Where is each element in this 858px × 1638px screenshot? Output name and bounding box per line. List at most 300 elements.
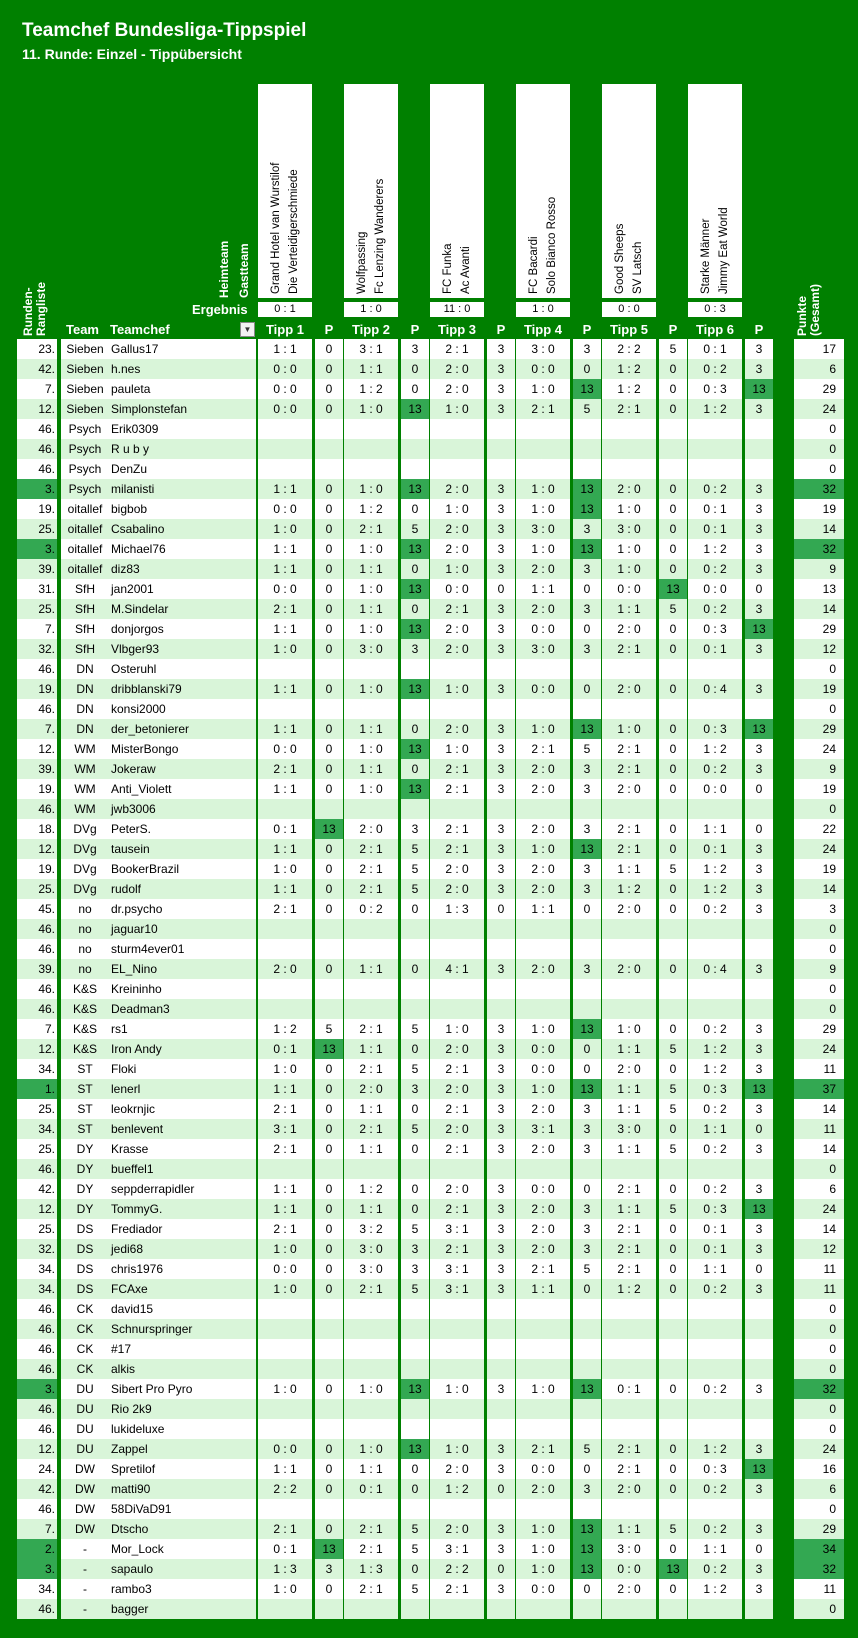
tipp-cell: 0 : 0 bbox=[258, 1259, 312, 1279]
points-cell bbox=[659, 919, 687, 939]
teamchef-cell: rudolf bbox=[109, 879, 256, 899]
points-cell: 0 bbox=[659, 359, 687, 379]
match-2-home: Wolfpassing bbox=[356, 231, 368, 294]
tipp-cell bbox=[602, 1399, 656, 1419]
points-cell: 3 bbox=[487, 1539, 515, 1559]
table-row bbox=[0, 1319, 858, 1339]
tipp-cell: 0 : 2 bbox=[688, 1479, 742, 1499]
table-row bbox=[0, 1279, 858, 1299]
tipp-cell bbox=[516, 939, 570, 959]
tipp-cell: 0 : 0 bbox=[516, 1059, 570, 1079]
points-cell: 13 bbox=[401, 779, 429, 799]
points-cell: 13 bbox=[401, 579, 429, 599]
tipp-cell: 1 : 0 bbox=[344, 1379, 398, 1399]
points-cell: 5 bbox=[659, 1099, 687, 1119]
points-cell: 5 bbox=[573, 739, 601, 759]
points-cell: 3 bbox=[487, 1059, 515, 1079]
match-6-home: Starke Männer bbox=[700, 218, 712, 294]
rank-cell: 7. bbox=[17, 719, 57, 739]
teamchef-cell: Krasse bbox=[109, 1139, 256, 1159]
tipp-cell bbox=[430, 1339, 484, 1359]
tipp-cell: 2 : 0 bbox=[602, 679, 656, 699]
tipp-cell bbox=[344, 659, 398, 679]
points-cell: 0 bbox=[315, 839, 343, 859]
team-cell: DVg bbox=[61, 859, 109, 879]
points-cell: 3 bbox=[573, 599, 601, 619]
points-cell: 3 bbox=[487, 1379, 515, 1399]
points-cell: 3 bbox=[487, 539, 515, 559]
points-cell bbox=[745, 1399, 773, 1419]
points-cell bbox=[487, 1419, 515, 1439]
tipp-cell: 2 : 0 bbox=[430, 1459, 484, 1479]
total-points-cell: 24 bbox=[794, 839, 844, 859]
tipp-cell bbox=[516, 1419, 570, 1439]
points-cell: 0 bbox=[315, 1519, 343, 1539]
tipp-cell: 0 : 0 bbox=[258, 1439, 312, 1459]
table-row bbox=[0, 739, 858, 759]
teamchef-cell: h.nes bbox=[109, 359, 256, 379]
tipp-cell: 1 : 0 bbox=[602, 559, 656, 579]
tipp-cell: 1 : 1 bbox=[258, 559, 312, 579]
tipp-cell bbox=[602, 799, 656, 819]
team-cell: DS bbox=[61, 1279, 109, 1299]
teamchef-cell: der_betonierer bbox=[109, 719, 256, 739]
points-cell: 3 bbox=[573, 1099, 601, 1119]
tipp-cell: 2 : 0 bbox=[344, 1079, 398, 1099]
table-row bbox=[0, 1299, 858, 1319]
tipp-cell: 2 : 1 bbox=[602, 639, 656, 659]
points-cell: 5 bbox=[401, 859, 429, 879]
rank-cell: 46. bbox=[17, 439, 57, 459]
total-points-cell: 24 bbox=[794, 1439, 844, 1459]
tipp-cell: 2 : 0 bbox=[516, 779, 570, 799]
points-cell bbox=[573, 419, 601, 439]
table-row bbox=[0, 479, 858, 499]
match-3-teams bbox=[430, 84, 484, 298]
tipp-cell bbox=[688, 999, 742, 1019]
total-points-cell: 22 bbox=[794, 819, 844, 839]
points-cell: 0 bbox=[401, 1479, 429, 1499]
points-cell: 0 bbox=[401, 379, 429, 399]
team-cell: oitallef bbox=[61, 499, 109, 519]
tipp-cell: 2 : 0 bbox=[430, 359, 484, 379]
table-row bbox=[0, 359, 858, 379]
tipp-cell bbox=[258, 1319, 312, 1339]
tipp-cell: 1 : 1 bbox=[344, 1039, 398, 1059]
tipp-cell bbox=[688, 799, 742, 819]
points-cell bbox=[315, 419, 343, 439]
points-cell: 13 bbox=[659, 579, 687, 599]
points-cell: 3 bbox=[487, 859, 515, 879]
points-cell bbox=[401, 1299, 429, 1319]
rank-cell: 7. bbox=[17, 379, 57, 399]
points-cell bbox=[573, 699, 601, 719]
points-cell bbox=[745, 999, 773, 1019]
tipp-cell: 2 : 0 bbox=[516, 879, 570, 899]
rank-cell: 3. bbox=[17, 479, 57, 499]
points-cell: 0 bbox=[659, 499, 687, 519]
total-points-cell: 13 bbox=[794, 579, 844, 599]
tipp-cell: 2 : 1 bbox=[344, 1519, 398, 1539]
points-cell: 0 bbox=[315, 1139, 343, 1159]
rank-cell: 34. bbox=[17, 1279, 57, 1299]
tipp-cell: 1 : 0 bbox=[516, 499, 570, 519]
tipp-cell: 1 : 1 bbox=[602, 859, 656, 879]
tipp-cell: 0 : 3 bbox=[688, 379, 742, 399]
table-row bbox=[0, 1139, 858, 1159]
tipp-cell bbox=[344, 1319, 398, 1339]
total-points-cell: 9 bbox=[794, 559, 844, 579]
points-cell: 3 bbox=[745, 1219, 773, 1239]
tipp-cell: 2 : 1 bbox=[602, 1459, 656, 1479]
tipp-cell: 3 : 0 bbox=[344, 1239, 398, 1259]
table-row bbox=[0, 759, 858, 779]
points-cell bbox=[659, 1419, 687, 1439]
points-cell: 3 bbox=[487, 479, 515, 499]
tipp-cell: 2 : 1 bbox=[258, 1099, 312, 1119]
tipp-cell: 2 : 0 bbox=[430, 859, 484, 879]
tipp-cell bbox=[430, 1419, 484, 1439]
table-row bbox=[0, 919, 858, 939]
points-cell: 0 bbox=[573, 1059, 601, 1079]
total-points-cell: 24 bbox=[794, 1199, 844, 1219]
tipp-cell bbox=[258, 919, 312, 939]
tipp-cell bbox=[430, 459, 484, 479]
points-cell: 0 bbox=[315, 899, 343, 919]
points-cell: 13 bbox=[401, 479, 429, 499]
points-cell: 13 bbox=[573, 1079, 601, 1099]
tipp-cell: 2 : 1 bbox=[344, 1579, 398, 1599]
points-cell bbox=[401, 979, 429, 999]
team-cell: K&S bbox=[61, 999, 109, 1019]
points-cell: 5 bbox=[659, 1039, 687, 1059]
teamchef-cell: MisterBongo bbox=[109, 739, 256, 759]
points-cell bbox=[401, 1319, 429, 1339]
points-cell bbox=[659, 1599, 687, 1619]
teamchef-cell: Simplonstefan bbox=[109, 399, 256, 419]
team-cell: Sieben bbox=[61, 399, 109, 419]
points-cell: 0 bbox=[659, 899, 687, 919]
rank-cell: 46. bbox=[17, 1359, 57, 1379]
points-cell: 0 bbox=[659, 839, 687, 859]
tipp-cell bbox=[516, 1499, 570, 1519]
tipp-cell: 0 : 1 bbox=[688, 339, 742, 359]
tipp-cell bbox=[516, 419, 570, 439]
tipp-cell: 0 : 0 bbox=[516, 679, 570, 699]
rank-cell: 46. bbox=[17, 799, 57, 819]
rank-cell: 25. bbox=[17, 599, 57, 619]
rank-cell: 46. bbox=[17, 1159, 57, 1179]
tipp-cell: 1 : 2 bbox=[344, 1179, 398, 1199]
points-cell bbox=[487, 1399, 515, 1419]
team-cell: ST bbox=[61, 1059, 109, 1079]
teamchef-cell: Mor_Lock bbox=[109, 1539, 256, 1559]
total-points-cell: 14 bbox=[794, 879, 844, 899]
match-4-teams bbox=[516, 84, 570, 298]
rank-cell: 46. bbox=[17, 1499, 57, 1519]
tipp-cell bbox=[258, 699, 312, 719]
rank-cell: 7. bbox=[17, 1519, 57, 1539]
points-cell: 13 bbox=[401, 1379, 429, 1399]
team-cell: CK bbox=[61, 1319, 109, 1339]
points-cell: 0 bbox=[659, 1059, 687, 1079]
total-points-cell: 11 bbox=[794, 1119, 844, 1139]
points-cell bbox=[315, 999, 343, 1019]
team-cell: DVg bbox=[61, 839, 109, 859]
points-cell: 5 bbox=[573, 1259, 601, 1279]
tipp-cell: 2 : 0 bbox=[516, 859, 570, 879]
tipp-cell: 1 : 1 bbox=[344, 359, 398, 379]
col-points-5: P bbox=[668, 322, 678, 337]
tipp-cell bbox=[516, 659, 570, 679]
team-cell: DY bbox=[61, 1159, 109, 1179]
table-row bbox=[0, 1199, 858, 1219]
teamchef-cell: FCAxe bbox=[109, 1279, 256, 1299]
tipp-cell bbox=[430, 999, 484, 1019]
tipp-cell: 2 : 1 bbox=[430, 839, 484, 859]
points-cell: 3 bbox=[573, 1239, 601, 1259]
teamchef-cell: 58DiVaD91 bbox=[109, 1499, 256, 1519]
tipp-cell bbox=[344, 799, 398, 819]
points-cell bbox=[401, 699, 429, 719]
points-cell: 3 bbox=[745, 959, 773, 979]
points-cell: 0 bbox=[659, 1379, 687, 1399]
points-cell: 0 bbox=[315, 339, 343, 359]
tipp-cell: 0 : 0 bbox=[602, 1559, 656, 1579]
tipp-cell bbox=[258, 799, 312, 819]
total-points-cell: 6 bbox=[794, 359, 844, 379]
tipp-cell: 1 : 0 bbox=[258, 1059, 312, 1079]
table-row bbox=[0, 539, 858, 559]
rank-cell: 46. bbox=[17, 699, 57, 719]
teamchef-cell: Michael76 bbox=[109, 539, 256, 559]
points-cell bbox=[401, 999, 429, 1019]
total-points-cell: 0 bbox=[794, 1599, 844, 1619]
points-cell: 0 bbox=[401, 559, 429, 579]
tipp-cell: 1 : 0 bbox=[516, 1379, 570, 1399]
tipp-cell bbox=[430, 659, 484, 679]
points-cell bbox=[487, 999, 515, 1019]
rank-cell: 12. bbox=[17, 399, 57, 419]
points-cell bbox=[487, 1339, 515, 1359]
points-cell: 5 bbox=[401, 1219, 429, 1239]
total-points-cell: 19 bbox=[794, 779, 844, 799]
tipp-cell: 2 : 1 bbox=[430, 759, 484, 779]
points-cell bbox=[487, 979, 515, 999]
points-cell: 0 bbox=[659, 1179, 687, 1199]
table-row bbox=[0, 899, 858, 919]
points-cell: 0 bbox=[401, 899, 429, 919]
table-row bbox=[0, 459, 858, 479]
tipp-cell bbox=[688, 919, 742, 939]
tipp-cell bbox=[688, 939, 742, 959]
tipp-cell bbox=[430, 1299, 484, 1319]
table-row bbox=[0, 999, 858, 1019]
points-cell: 3 bbox=[745, 739, 773, 759]
points-cell bbox=[401, 419, 429, 439]
tipp-cell: 3 : 1 bbox=[430, 1219, 484, 1239]
points-cell bbox=[659, 1359, 687, 1379]
points-cell: 0 bbox=[487, 1479, 515, 1499]
points-cell: 3 bbox=[487, 359, 515, 379]
points-cell bbox=[745, 1159, 773, 1179]
team-cell: DW bbox=[61, 1459, 109, 1479]
points-cell: 3 bbox=[487, 779, 515, 799]
total-points-cell: 0 bbox=[794, 919, 844, 939]
tipp-cell: 1 : 2 bbox=[602, 879, 656, 899]
table-row bbox=[0, 799, 858, 819]
rank-cell: 46. bbox=[17, 419, 57, 439]
team-cell: oitallef bbox=[61, 539, 109, 559]
tipp-cell: 2 : 1 bbox=[258, 759, 312, 779]
points-cell: 0 bbox=[659, 959, 687, 979]
teamchef-cell: TommyG. bbox=[109, 1199, 256, 1219]
teamchef-cell: seppderrapidler bbox=[109, 1179, 256, 1199]
team-cell: K&S bbox=[61, 1039, 109, 1059]
tipp-cell: 2 : 1 bbox=[430, 779, 484, 799]
tipp-cell: 2 : 1 bbox=[344, 1019, 398, 1039]
team-cell: Psych bbox=[61, 419, 109, 439]
points-cell: 0 bbox=[745, 779, 773, 799]
points-cell: 3 bbox=[401, 1079, 429, 1099]
tipp-cell: 1 : 2 bbox=[258, 1019, 312, 1039]
rank-cell: 32. bbox=[17, 639, 57, 659]
total-points-cell: 12 bbox=[794, 639, 844, 659]
points-cell bbox=[401, 459, 429, 479]
points-cell bbox=[487, 459, 515, 479]
tipp-cell: 1 : 0 bbox=[602, 539, 656, 559]
points-cell bbox=[573, 1399, 601, 1419]
table-row bbox=[0, 439, 858, 459]
points-cell: 0 bbox=[315, 1239, 343, 1259]
match-2-teams bbox=[344, 84, 398, 298]
points-cell: 0 bbox=[315, 1279, 343, 1299]
points-cell: 0 bbox=[401, 719, 429, 739]
total-points-cell: 3 bbox=[794, 899, 844, 919]
tipp-cell bbox=[516, 919, 570, 939]
points-cell: 0 bbox=[315, 879, 343, 899]
points-cell: 5 bbox=[401, 1119, 429, 1139]
tipp-cell bbox=[516, 1399, 570, 1419]
total-points-cell: 0 bbox=[794, 439, 844, 459]
rank-cell: 12. bbox=[17, 1039, 57, 1059]
tipp-cell: 1 : 0 bbox=[430, 399, 484, 419]
tipp-cell bbox=[516, 999, 570, 1019]
rank-cell: 32. bbox=[17, 1239, 57, 1259]
label-punkte: Punkte (Gesamt) bbox=[795, 283, 822, 336]
rank-cell: 3. bbox=[17, 539, 57, 559]
table-row bbox=[0, 419, 858, 439]
tipp-cell: 0 : 1 bbox=[688, 1219, 742, 1239]
points-cell bbox=[401, 939, 429, 959]
points-cell: 0 bbox=[659, 1279, 687, 1299]
tipp-cell: 2 : 0 bbox=[602, 1479, 656, 1499]
tipp-cell: 1 : 1 bbox=[258, 679, 312, 699]
points-cell bbox=[315, 1359, 343, 1379]
tipp-cell: 0 : 2 bbox=[688, 599, 742, 619]
tipp-cell: 1 : 1 bbox=[602, 1079, 656, 1099]
tipp-cell bbox=[688, 1499, 742, 1519]
filter-dropdown-icon[interactable]: ▼ bbox=[240, 322, 255, 337]
tipp-cell: 2 : 0 bbox=[516, 959, 570, 979]
tipp-cell bbox=[430, 1499, 484, 1519]
table-row bbox=[0, 1179, 858, 1199]
tipp-cell: 3 : 0 bbox=[602, 519, 656, 539]
points-cell: 13 bbox=[573, 1539, 601, 1559]
points-cell: 3 bbox=[573, 339, 601, 359]
points-cell: 5 bbox=[401, 879, 429, 899]
points-cell bbox=[745, 1299, 773, 1319]
points-cell bbox=[745, 1599, 773, 1619]
table-row bbox=[0, 659, 858, 679]
team-cell: DW bbox=[61, 1499, 109, 1519]
points-cell bbox=[573, 459, 601, 479]
teamchef-cell: jedi68 bbox=[109, 1239, 256, 1259]
tipp-cell: 2 : 1 bbox=[430, 1239, 484, 1259]
table-row bbox=[0, 1219, 858, 1239]
points-cell bbox=[401, 1419, 429, 1439]
points-cell: 3 bbox=[745, 359, 773, 379]
tipp-cell: 3 : 1 bbox=[258, 1119, 312, 1139]
tipp-cell bbox=[602, 439, 656, 459]
table-row bbox=[0, 939, 858, 959]
tipp-cell: 0 : 2 bbox=[688, 759, 742, 779]
points-cell: 0 bbox=[659, 779, 687, 799]
tipp-cell bbox=[258, 979, 312, 999]
rank-cell: 19. bbox=[17, 679, 57, 699]
tipp-cell: 0 : 2 bbox=[688, 1379, 742, 1399]
points-cell: 0 bbox=[745, 1119, 773, 1139]
tipp-cell: 0 : 3 bbox=[688, 1199, 742, 1219]
tipp-cell: 1 : 3 bbox=[430, 899, 484, 919]
points-cell: 0 bbox=[315, 359, 343, 379]
rank-cell: 7. bbox=[17, 619, 57, 639]
points-cell: 3 bbox=[745, 1559, 773, 1579]
team-cell: DY bbox=[61, 1199, 109, 1219]
points-cell bbox=[745, 919, 773, 939]
points-cell: 3 bbox=[745, 879, 773, 899]
team-cell: SfH bbox=[61, 639, 109, 659]
tipp-cell: 2 : 1 bbox=[430, 599, 484, 619]
team-cell: DN bbox=[61, 699, 109, 719]
tipp-cell: 3 : 1 bbox=[430, 1279, 484, 1299]
table-row bbox=[0, 1059, 858, 1079]
teamchef-cell: jan2001 bbox=[109, 579, 256, 599]
points-cell: 0 bbox=[315, 499, 343, 519]
points-cell: 13 bbox=[401, 679, 429, 699]
teamchef-cell: Floki bbox=[109, 1059, 256, 1079]
rank-cell: 7. bbox=[17, 1019, 57, 1039]
col-points-4: P bbox=[582, 322, 592, 337]
points-cell bbox=[659, 439, 687, 459]
table-row bbox=[0, 1379, 858, 1399]
points-cell: 3 bbox=[745, 639, 773, 659]
total-points-cell: 11 bbox=[794, 1259, 844, 1279]
points-cell: 0 bbox=[659, 1119, 687, 1139]
points-cell bbox=[573, 439, 601, 459]
tipp-cell: 3 : 0 bbox=[516, 639, 570, 659]
tipp-cell: 1 : 1 bbox=[602, 1039, 656, 1059]
teamchef-cell: rs1 bbox=[109, 1019, 256, 1039]
rank-cell: 19. bbox=[17, 499, 57, 519]
points-cell: 3 bbox=[487, 1579, 515, 1599]
tipp-cell bbox=[516, 979, 570, 999]
points-cell bbox=[315, 1599, 343, 1619]
total-points-cell: 16 bbox=[794, 1459, 844, 1479]
teamchef-cell: R u b y bbox=[109, 439, 256, 459]
tipp-cell: 2 : 0 bbox=[516, 1139, 570, 1159]
points-cell: 0 bbox=[659, 1579, 687, 1599]
